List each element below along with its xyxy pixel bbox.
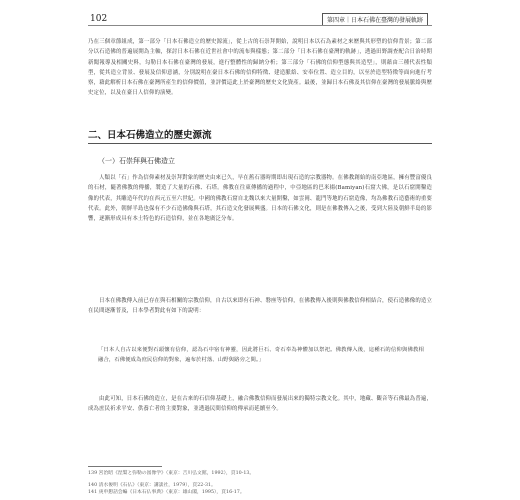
- body-paragraph: 日本在佛教傳入前已存在與石相關的宗教信仰，自古以來即有石神、磐座等信仰，在佛教傳入後則與佛教信仰相結合，使石造佛像的造立在民間逐漸普及，日本學者對此有如下的說明：: [88, 298, 432, 315]
- footnote: 139 宮治昭《涅槃と弥勒の図像学》（東京：吉川弘文館，1992），頁10-13。: [88, 471, 255, 476]
- header-rule: [88, 25, 432, 26]
- section-rule: [88, 143, 432, 144]
- footnote: 140 清水俊明《石仏》（東京：講談社，1979），頁22-31。: [88, 483, 216, 488]
- body-paragraph: 由此可知，日本石佛的造立，是在古來的石信仰基礎上，融合佛教信仰而發展出來的獨特宗教文化。其中，地藏、觀音等石佛最為普遍，成為庶民祈求平安、供養亡者的主要對象，並透過民間信仰的傳承而延續至今。: [88, 396, 432, 413]
- subsection-heading: （一）石崇拜與石佛造立: [98, 157, 175, 165]
- section-heading: 二、日本石佛造立的歷史源流: [88, 130, 212, 141]
- footnote: 141 庚申懇話会編《日本石仏事典》（東京：雄山閣，1995），頁16-17。: [88, 490, 245, 495]
- page-number: 102: [90, 14, 108, 24]
- block-quote: 「日本人自古以來便對石頭懷有信仰，認為石中宿有神靈，因此將巨石、奇石奉為神體加以祭祀。佛教傳入後，這種石的信仰與佛教相融合，石佛便成為庶民信仰的對象，遍布於村落、山野與路旁之間。」: [98, 347, 424, 364]
- footnote-rule: [88, 466, 162, 467]
- running-head: 第四章｜日本石佛在臺灣的發展軌跡: [322, 13, 428, 26]
- intro-paragraph: 乃在三個章節組成，第一部分「日本石佛造立的歷史源流」，從上古的石崇拜開始，說明日本以石為素材之來歷與其形塑的信仰背景；第二部分以石造佛的普遍展開為主軸，探討日本石佛在近世社會中的流布與樣態；第二部分「日本石佛在臺灣的軌跡」，透過田野調查配合日治時期新聞報導及相關史料，勾勒日本石佛在臺灣的發展，進行整體性的歸納分析；第三部分「石佛的信仰型態與其造型」，則藉由三種代表性類型，從其造立背景、發展及信仰意涵，分別說明在臺日本石佛的信仰特徵、建造脈絡、安奉位置、造立目的，以至於造型特徵等面向進行考察，藉此解析日本石佛在臺灣所產生的信仰價值，並評價這此上於臺灣的歷史文化資產。最後，並歸日本石佛及其信仰在臺灣的發展脈絡與歷史定位，以及在臺日人信仰的演變。: [88, 39, 432, 97]
- body-paragraph: 人類以「石」作為信仰素材及崇拜對象的歷史由來已久，早在舊石器時期即出現石造的宗教器物。在佛教創始的南亞地區，擁有豐富優良的石材，隨著佛教的傳播，製造了大量的石佛、石塔。佛教在往東傳播的過程中，中亞地區的巴米揚(Bamiyan)石窟大佛，是以石窟開鑿造像的代表，其雕造年代約在西元五至六世紀。中國的佛教石窟自北魏以來大量開鑿，如雲岡、龍門等地的石窟造像，均為佛教石造藝術的重要代表。此外，朝鮮半島也保有不少石造佛像與石塔，其石造文化發展興盛。日本的石佛文化，則是在佛教傳入之後，受到大陸及朝鮮半島的影響，逐漸形成具有本土特色的石造信仰，並在各地廣泛分布。: [88, 175, 432, 223]
